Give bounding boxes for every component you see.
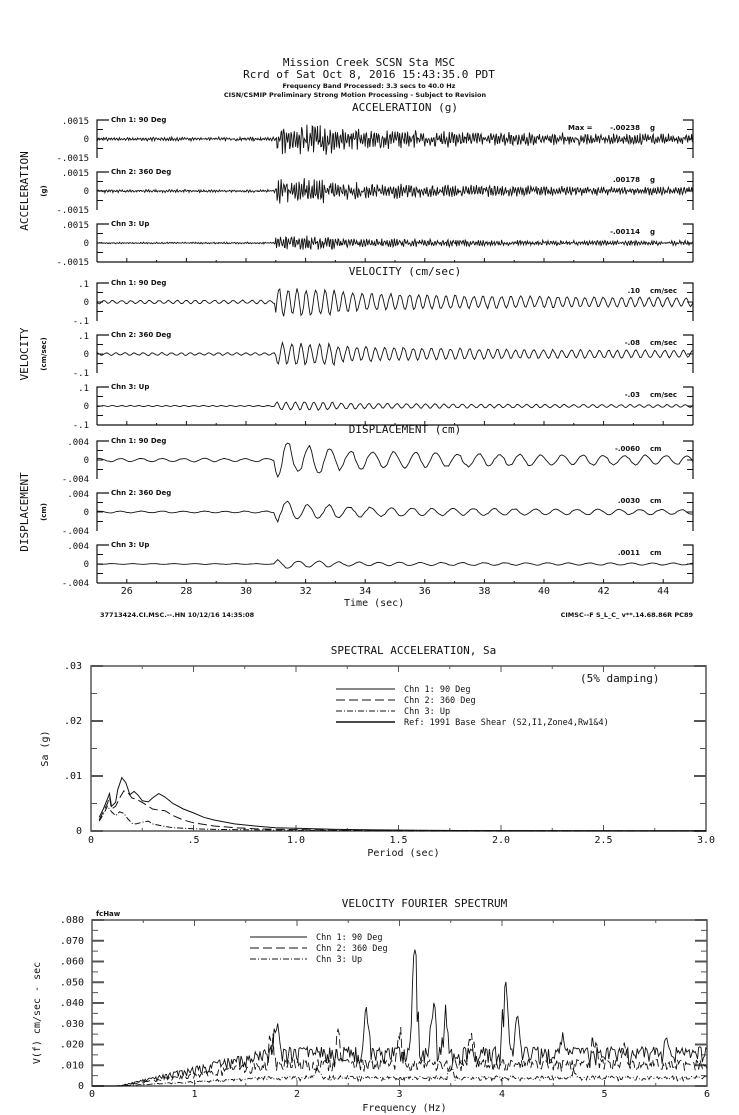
peak-value: -.08	[624, 339, 640, 347]
y-tick-label: -.1	[72, 317, 89, 327]
sa-title: SPECTRAL ACCELERATION, Sa	[330, 644, 497, 657]
y-tick-label: -.004	[61, 527, 89, 537]
waveform-line	[97, 178, 693, 203]
vfs-y-axis-label: V(f) cm/sec - sec	[32, 961, 43, 1065]
max-label: Max =	[568, 124, 593, 132]
sa-legend-label: Chn 1: 90 Deg	[404, 685, 471, 695]
channel-label: Chn 1: 90 Deg	[111, 116, 167, 124]
y-tick-label: 0	[83, 560, 89, 570]
vfs-y-tick-label: .020	[59, 1039, 84, 1051]
peak-value: -.03	[624, 391, 640, 399]
vfs-x-tick-label: 6	[703, 1089, 711, 1100]
time-tick-label: 36	[418, 586, 431, 597]
vfs-y-tick-label: .010	[59, 1060, 84, 1072]
sa-x-tick-label: 2.5	[594, 835, 613, 846]
peak-unit: g	[650, 228, 656, 236]
processing-version-footer: CIMSC--F S_L_C_ v**.14.68.86R PC89	[560, 611, 693, 619]
sa-legend-label: Chn 2: 360 Deg	[404, 696, 476, 706]
time-tick-label: 32	[299, 586, 312, 597]
displacement-panel	[18, 423, 693, 589]
acceleration-yunit: (g)	[40, 185, 48, 197]
channel-trace	[56, 116, 693, 164]
y-tick-label: .0015	[61, 221, 89, 231]
displacement-yunit: (cm)	[40, 503, 48, 521]
vfs-legend-label: Chn 2: 360 Deg	[316, 944, 388, 954]
y-tick-label: -.004	[61, 475, 89, 485]
channel-trace	[56, 168, 693, 216]
sa-damping-annotation: (5% damping)	[580, 672, 660, 685]
sa-series-line	[99, 778, 706, 831]
y-tick-label: 0	[83, 239, 89, 249]
sa-x-tick-label: 0	[87, 835, 95, 846]
channel-label: Chn 2: 360 Deg	[111, 489, 172, 497]
y-tick-label: -.0015	[56, 154, 89, 164]
peak-unit: g	[650, 124, 656, 132]
vfs-y-tick-label: .040	[59, 998, 84, 1009]
peak-value: .00178	[612, 176, 640, 184]
y-tick-label: 0	[83, 456, 89, 466]
acceleration-title: ACCELERATION (g)	[352, 101, 458, 114]
time-tick-label: 30	[239, 586, 253, 597]
channel-trace	[62, 489, 693, 537]
waveform-line	[97, 501, 693, 522]
peak-value: -.00114	[610, 228, 640, 236]
vfs-x-tick-label: 1	[191, 1089, 198, 1100]
time-tick-label: 38	[478, 586, 491, 597]
y-tick-label: 0	[83, 298, 89, 308]
peak-value: .10	[627, 287, 640, 295]
y-tick-label: 0	[83, 508, 89, 518]
y-tick-label: .1	[78, 280, 89, 290]
channel-label: Chn 1: 90 Deg	[111, 279, 167, 287]
vfs-y-tick-label: .050	[59, 977, 84, 989]
time-tick-label: 42	[597, 586, 610, 597]
vfs-series-line	[92, 1027, 707, 1086]
y-tick-label: 0	[83, 187, 89, 197]
waveform-line	[97, 288, 693, 316]
vfs-y-tick-label: .060	[59, 956, 84, 968]
vfs-x-tick-label: 0	[88, 1089, 96, 1100]
peak-unit: cm/sec	[650, 391, 678, 399]
sa-y-tick-label: 0	[75, 826, 82, 837]
waveform-line	[97, 125, 693, 155]
sa-x-tick-label: 3.0	[696, 835, 716, 846]
peak-unit: cm/sec	[650, 339, 678, 347]
y-tick-label: -.004	[61, 579, 89, 589]
header-frequency-band: Frequency Band Processed: 3.3 secs to 40.0 Hz	[282, 82, 456, 90]
y-tick-label: .0015	[61, 169, 89, 179]
sa-y-axis-label: Sa (g)	[40, 730, 51, 767]
time-tick-label: 44	[657, 586, 670, 597]
displacement-title: DISPLACEMENT (cm)	[348, 423, 462, 436]
velocity-yunit: (cm/sec)	[40, 337, 48, 371]
time-tick-label: 28	[180, 586, 193, 597]
waveform-line	[97, 443, 693, 477]
record-id-footer: 37713424.CI.MSC.--.HN 10/12/16 14:35:08	[100, 611, 255, 619]
header-station: Mission Creek SCSN Sta MSC	[282, 56, 456, 69]
sa-legend-label: Ref: 1991 Base Shear (S2,I1,Zone4,Rw1&4)	[404, 718, 609, 728]
y-tick-label: .004	[67, 438, 89, 448]
vfs-x-axis-label: Frequency (Hz)	[362, 1103, 447, 1114]
velocity-title: VELOCITY (cm/sec)	[348, 265, 462, 278]
sa-legend-label: Chn 3: Up	[404, 707, 451, 717]
y-tick-label: -.1	[72, 369, 89, 379]
time-axis-label: Time (sec)	[344, 598, 405, 609]
channel-label: Chn 3: Up	[111, 541, 150, 549]
channel-trace	[62, 437, 693, 485]
peak-unit: g	[650, 176, 656, 184]
vfs-x-tick-label: 3	[396, 1089, 403, 1100]
time-series-panels	[18, 101, 693, 619]
y-tick-label: .004	[67, 542, 89, 552]
time-tick-label: 34	[359, 586, 372, 597]
vfs-title: VELOCITY FOURIER SPECTRUM	[341, 897, 508, 910]
peak-unit: cm/sec	[650, 287, 678, 295]
waveform-line	[97, 236, 693, 250]
vfs-y-tick-label: 0	[77, 1081, 84, 1092]
waveform-line	[97, 402, 693, 410]
vfs-y-tick-label: .080	[59, 915, 84, 926]
sa-x-tick-label: 1.0	[286, 835, 306, 846]
channel-trace	[73, 279, 693, 327]
acceleration-ylabel: ACCELERATION	[18, 151, 31, 231]
sa-x-axis-label: Period (sec)	[367, 848, 440, 859]
vfs-x-tick-label: 5	[601, 1089, 608, 1100]
channel-trace	[56, 220, 693, 268]
y-tick-label: -.0015	[56, 206, 89, 216]
velocity-fourier-spectrum-chart	[32, 897, 710, 1114]
peak-unit: cm	[650, 445, 662, 453]
sa-y-tick-label: .03	[63, 661, 82, 672]
sa-x-tick-label: 1.5	[389, 835, 408, 846]
vfs-corner-label: fcHaw	[96, 910, 121, 918]
peak-value: .0030	[617, 497, 640, 505]
peak-unit: cm	[650, 497, 662, 505]
channel-label: Chn 3: Up	[111, 220, 150, 228]
vfs-y-tick-label: .030	[59, 1018, 84, 1030]
vfs-x-tick-label: 2	[293, 1089, 301, 1100]
y-tick-label: .0015	[61, 117, 89, 127]
sa-series-line	[99, 791, 706, 831]
waveform-line	[97, 343, 693, 365]
acceleration-panel	[18, 101, 693, 268]
vfs-legend-label: Chn 1: 90 Deg	[316, 933, 383, 943]
y-tick-label: -.0015	[56, 258, 89, 268]
sa-x-tick-label: 2.0	[491, 835, 511, 846]
displacement-ylabel: DISPLACEMENT	[18, 472, 31, 552]
sa-frame	[91, 666, 706, 831]
vfs-legend-label: Chn 3: Up	[316, 955, 363, 965]
y-tick-label: 0	[83, 350, 89, 360]
y-tick-label: .1	[78, 332, 89, 342]
channel-label: Chn 2: 360 Deg	[111, 168, 172, 176]
y-tick-label: 0	[83, 135, 89, 145]
velocity-ylabel: VELOCITY	[18, 327, 31, 381]
y-tick-label: .1	[78, 384, 89, 394]
y-tick-label: 0	[83, 402, 89, 412]
peak-value: -.0060	[614, 445, 640, 453]
peak-value: -.00238	[610, 124, 640, 132]
spectral-acceleration-chart	[40, 644, 715, 859]
peak-value: .0011	[617, 549, 640, 557]
sa-y-tick-label: .02	[63, 716, 82, 727]
channel-trace	[73, 331, 693, 379]
time-tick-label: 26	[120, 586, 133, 597]
time-tick-label: 40	[537, 586, 551, 597]
peak-unit: cm	[650, 549, 662, 557]
vfs-y-tick-label: .070	[59, 935, 84, 947]
waveform-line	[97, 560, 693, 569]
channel-label: Chn 3: Up	[111, 383, 150, 391]
channel-label: Chn 1: 90 Deg	[111, 437, 167, 445]
header-processing-note: CISN/CSMIP Preliminary Strong Motion Processing - Subject to Revision	[223, 91, 487, 99]
sa-y-tick-label: .01	[63, 771, 82, 782]
vfs-frame	[92, 920, 707, 1086]
sa-series-line	[99, 806, 706, 831]
velocity-panel	[18, 265, 693, 431]
channel-label: Chn 2: 360 Deg	[111, 331, 172, 339]
y-tick-label: -.1	[72, 421, 89, 431]
y-tick-label: .004	[67, 490, 89, 500]
vfs-x-tick-label: 4	[498, 1089, 506, 1100]
sa-x-tick-label: .5	[187, 835, 200, 846]
header-record-date: Rcrd of Sat Oct 8, 2016 15:43:35.0 PDT	[243, 68, 495, 81]
